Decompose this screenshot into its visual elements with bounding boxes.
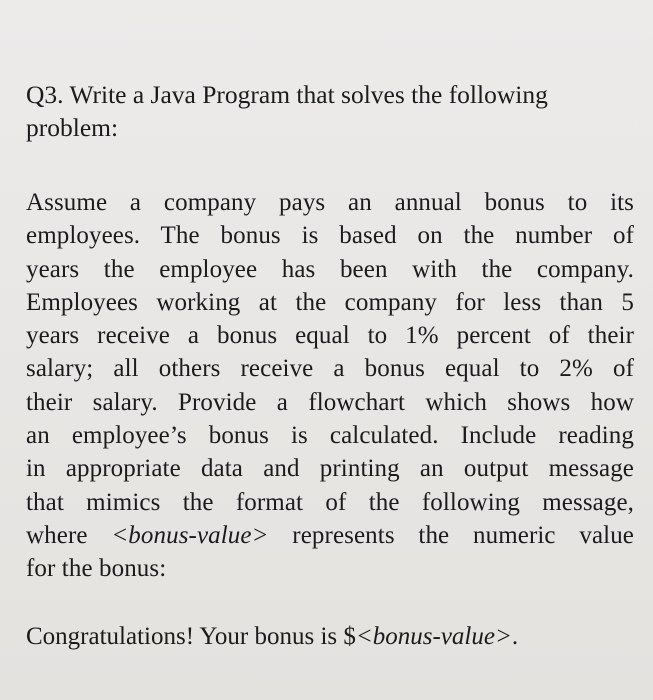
where-suffix: represents the numeric value	[268, 521, 634, 549]
congrats-bonus-placeholder: <bonus-value>	[355, 623, 512, 650]
statement-line: salary; all others receive a bonus equal to 2% of	[26, 355, 634, 383]
statement-line: years the employee has been with the company.	[26, 255, 634, 283]
statement-line: an employee’s bonus is calculated. Include reading	[26, 422, 634, 450]
where-prefix: where	[26, 521, 112, 549]
congrats-suffix: .	[511, 623, 519, 650]
question-title-line: Q3. Write a Java Program that solves the following	[26, 80, 548, 109]
congratulations-message	[26, 620, 634, 653]
congrats-prefix: Congratulations! Your bonus is $	[26, 623, 356, 650]
statement-line: Employees working at the company for less than 5	[26, 288, 634, 316]
statement-line: years receive a bonus equal to 1% percent of their	[26, 322, 634, 350]
statement-line: that mimics the format of the following message,	[26, 488, 634, 516]
statement-line: Assume a company pays an annual bonus to its	[26, 189, 634, 216]
statement-line: for the bonus:	[26, 555, 167, 583]
statement-line-where	[26, 519, 634, 552]
statement-line: in appropriate data and printing an output message	[26, 455, 634, 483]
problem-statement	[26, 186, 634, 586]
statement-line: employees. The bonus is based on the number of	[26, 222, 634, 250]
question-title	[26, 78, 634, 144]
statement-line: their salary. Provide a flowchart which shows how	[26, 388, 634, 416]
bonus-value-placeholder: <bonus-value>	[111, 521, 269, 549]
question-title-line: problem:	[26, 113, 119, 142]
